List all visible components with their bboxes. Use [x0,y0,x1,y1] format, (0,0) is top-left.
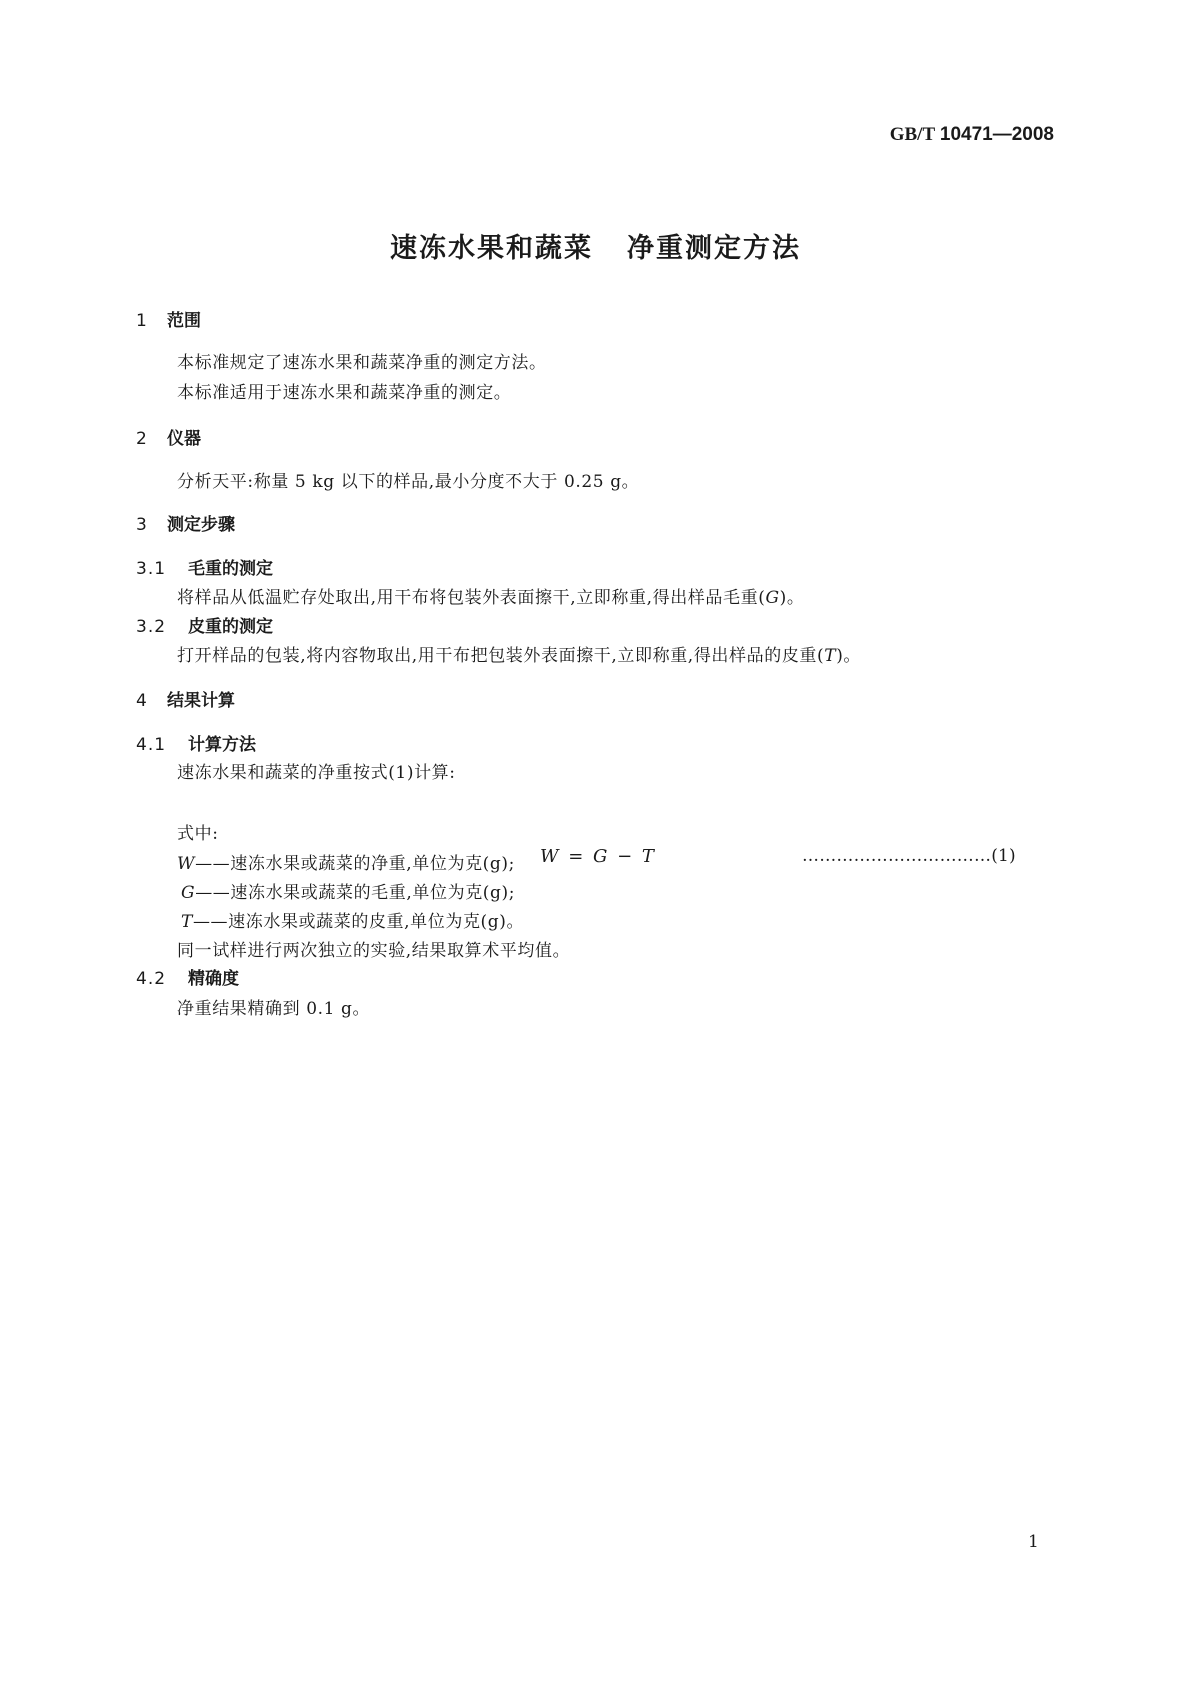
section-4-1-heading [136,730,256,755]
variable-t: T [824,646,837,666]
section-4-heading [136,686,235,711]
paragraph-text-end: )。 [779,588,805,608]
section-3-2-heading [136,612,273,637]
where-label: 式中: [177,824,219,844]
section-2-paragraph-1: 分析天平:称量 5 kg 以下的样品,最小分度不大于 0.25 g。 [177,472,640,492]
section-number: 3 [136,515,147,535]
section-1-paragraph-1: 本标准规定了速冻水果和蔬菜净重的测定方法。 [177,353,547,373]
subsection-number: 3.2 [136,617,167,637]
variable-g: G [765,588,780,608]
section-3-1-paragraph [177,583,804,608]
paragraph-text-end: )。 [836,646,862,666]
title-part-1: 速冻水果和蔬菜 [390,233,593,264]
page-number: 1 [1028,1532,1039,1552]
standard-number [890,124,1054,146]
variable-g: G [181,883,196,903]
definition-t [181,907,524,932]
standard-prefix: GB/T [889,124,936,145]
subsection-number: 3.1 [136,559,167,579]
section-4-2-heading [136,964,239,989]
subsection-number: 4.1 [136,735,167,755]
subsection-title: 计算方法 [188,735,256,755]
paragraph-text: 将样品从低温贮存处取出,用干布将包装外表面擦干,立即称重,得出样品毛重( [177,588,766,608]
definition-text: ——速冻水果或蔬菜的毛重,单位为克(g); [195,883,516,903]
subsection-title: 毛重的测定 [188,559,273,579]
averaging-note: 同一试样进行两次独立的实验,结果取算术平均值。 [177,941,571,961]
subsection-title: 皮重的测定 [188,617,273,637]
definition-w [177,849,515,874]
section-3-1-heading [136,554,273,579]
paragraph-text: 打开样品的包装,将内容物取出,用干布把包装外表面擦干,立即称重,得出样品的皮重( [177,646,825,666]
variable-t: T [181,912,193,932]
standard-code: 10471—2008 [939,124,1054,145]
definition-text: ——速冻水果或蔬菜的净重,单位为克(g); [195,854,515,874]
document-title [0,226,1191,265]
section-title: 测定步骤 [167,515,235,535]
section-title: 结果计算 [167,691,235,711]
section-4-2-paragraph: 净重结果精确到 0.1 g。 [177,999,371,1019]
section-title: 仪器 [167,429,201,449]
title-part-2: 净重测定方法 [627,233,801,264]
section-number: 1 [136,311,147,331]
section-1-heading [136,306,201,331]
formula-reference: ……………………………(1) [802,846,1016,866]
definition-g [181,878,515,903]
subsection-number: 4.2 [136,969,167,989]
section-1-paragraph-2: 本标准适用于速冻水果和蔬菜净重的测定。 [177,383,512,403]
section-3-heading [136,510,235,535]
section-2-heading [136,424,201,449]
section-number: 4 [136,691,147,711]
formula-intro: 速冻水果和蔬菜的净重按式(1)计算: [177,763,456,783]
definition-text: ——速冻水果或蔬菜的皮重,单位为克(g)。 [192,912,525,932]
formula: W = G − T [540,846,656,867]
subsection-title: 精确度 [188,969,239,989]
section-title: 范围 [167,311,201,331]
section-number: 2 [136,429,147,449]
variable-w: W [177,854,196,874]
section-3-2-paragraph [177,641,861,666]
